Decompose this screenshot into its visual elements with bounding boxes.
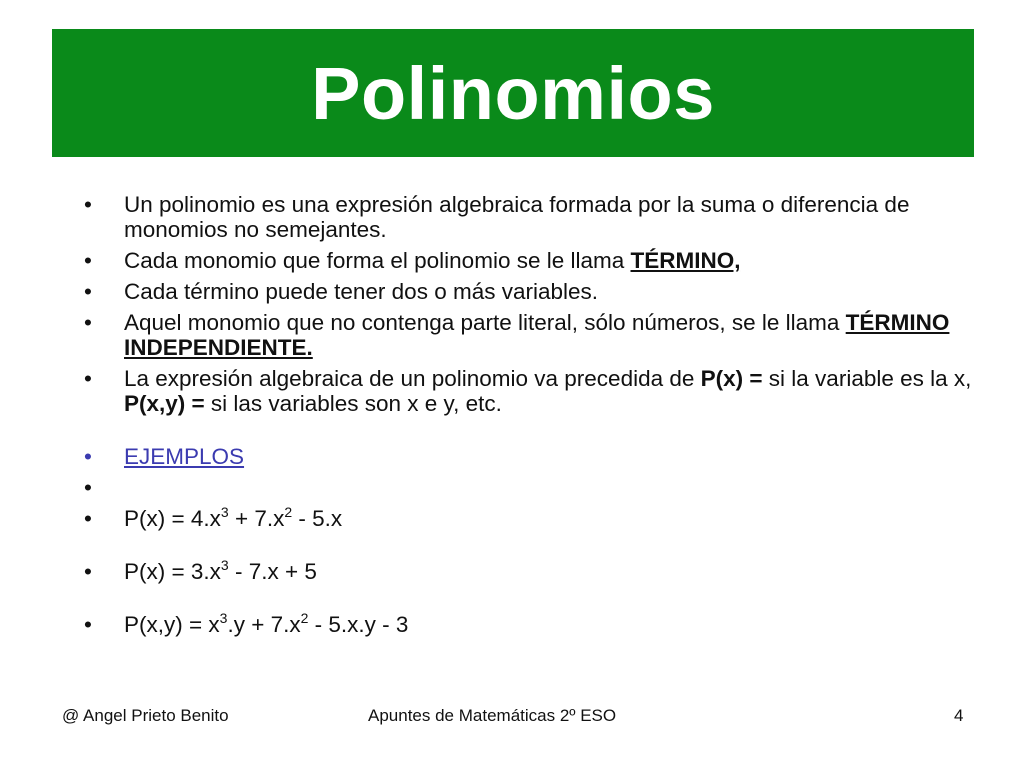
exponent: 2 [300,610,309,626]
bullet-list [80,192,1000,637]
bullet-dot: • [84,366,92,391]
example-term: 3.x [190,559,221,584]
ejemplos-link[interactable]: EJEMPLOS [124,444,245,469]
bullet-text: Cada término puede tener dos o más variables. [124,279,599,304]
example-term: x [208,612,220,637]
example-term: .y + 7.x [227,612,301,637]
bullet-text: si la variable es la x, [762,366,972,391]
example-lhs: P(x) = [124,559,191,584]
bullet-item-termino [80,248,1000,273]
footer-course: Apuntes de Matemáticas 2º ESO [368,706,617,725]
bullet-dot: • [84,192,92,217]
bullet-text: Aquel monomio que no contenga parte literal, sólo números, se le llama [124,310,846,335]
example-polynomial-3 [80,612,1000,637]
footer-author: @ Angel Prieto Benito [62,706,229,725]
footer-page-number: 4 [954,706,964,725]
title-banner [52,29,974,157]
bullet-text: Cada monomio que forma el polinomio se le llama [124,248,631,273]
example-term: 4.x [190,506,221,531]
bullet-dot: • [84,475,92,500]
bullet-item-ejemplos[interactable] [80,444,1000,469]
example-term: - 5.x.y - 3 [308,612,409,637]
notation-px: P(x) = [700,366,763,391]
bullet-term-bold: TÉRMINO, [630,248,741,273]
bullet-text-empty [124,475,130,500]
example-polynomial-1 [80,506,1000,531]
example-polynomial-2 [80,559,1000,584]
exponent: 3 [220,557,229,573]
bullet-dot: • [84,444,92,469]
bullet-term-bold: TÉRMINO INDEPENDIENTE. [124,310,950,360]
bullet-item-independiente [80,310,1000,360]
slide-title: Polinomios [311,51,715,135]
bullet-item-empty [80,475,1000,500]
notation-pxy: P(x,y) = [124,391,205,416]
example-lhs: P(x) = [124,506,191,531]
bullet-item-notation [80,366,1000,416]
exponent: 3 [220,504,229,520]
example-term: - 5.x [292,506,343,531]
exponent: 2 [284,504,293,520]
example-term: - 7.x + 5 [228,559,317,584]
bullet-dot: • [84,279,92,304]
bullet-text: La expresión algebraica de un polinomio va precedida de [124,366,701,391]
example-lhs: P(x,y) = [124,612,209,637]
bullet-dot: • [84,612,92,637]
bullet-dot: • [84,310,92,335]
bullet-dot: • [84,248,92,273]
bullet-text: Un polinomio es una expresión algebraica formada por la suma o diferencia de monomios no semejantes. [124,192,910,242]
bullet-item-variables [80,279,1000,304]
bullet-item-definition [80,192,1000,242]
bullet-dot: • [84,506,92,531]
example-term: + 7.x [228,506,285,531]
exponent: 3 [219,610,228,626]
bullet-dot: • [84,559,92,584]
bullet-text: si las variables son x e y, etc. [204,391,502,416]
